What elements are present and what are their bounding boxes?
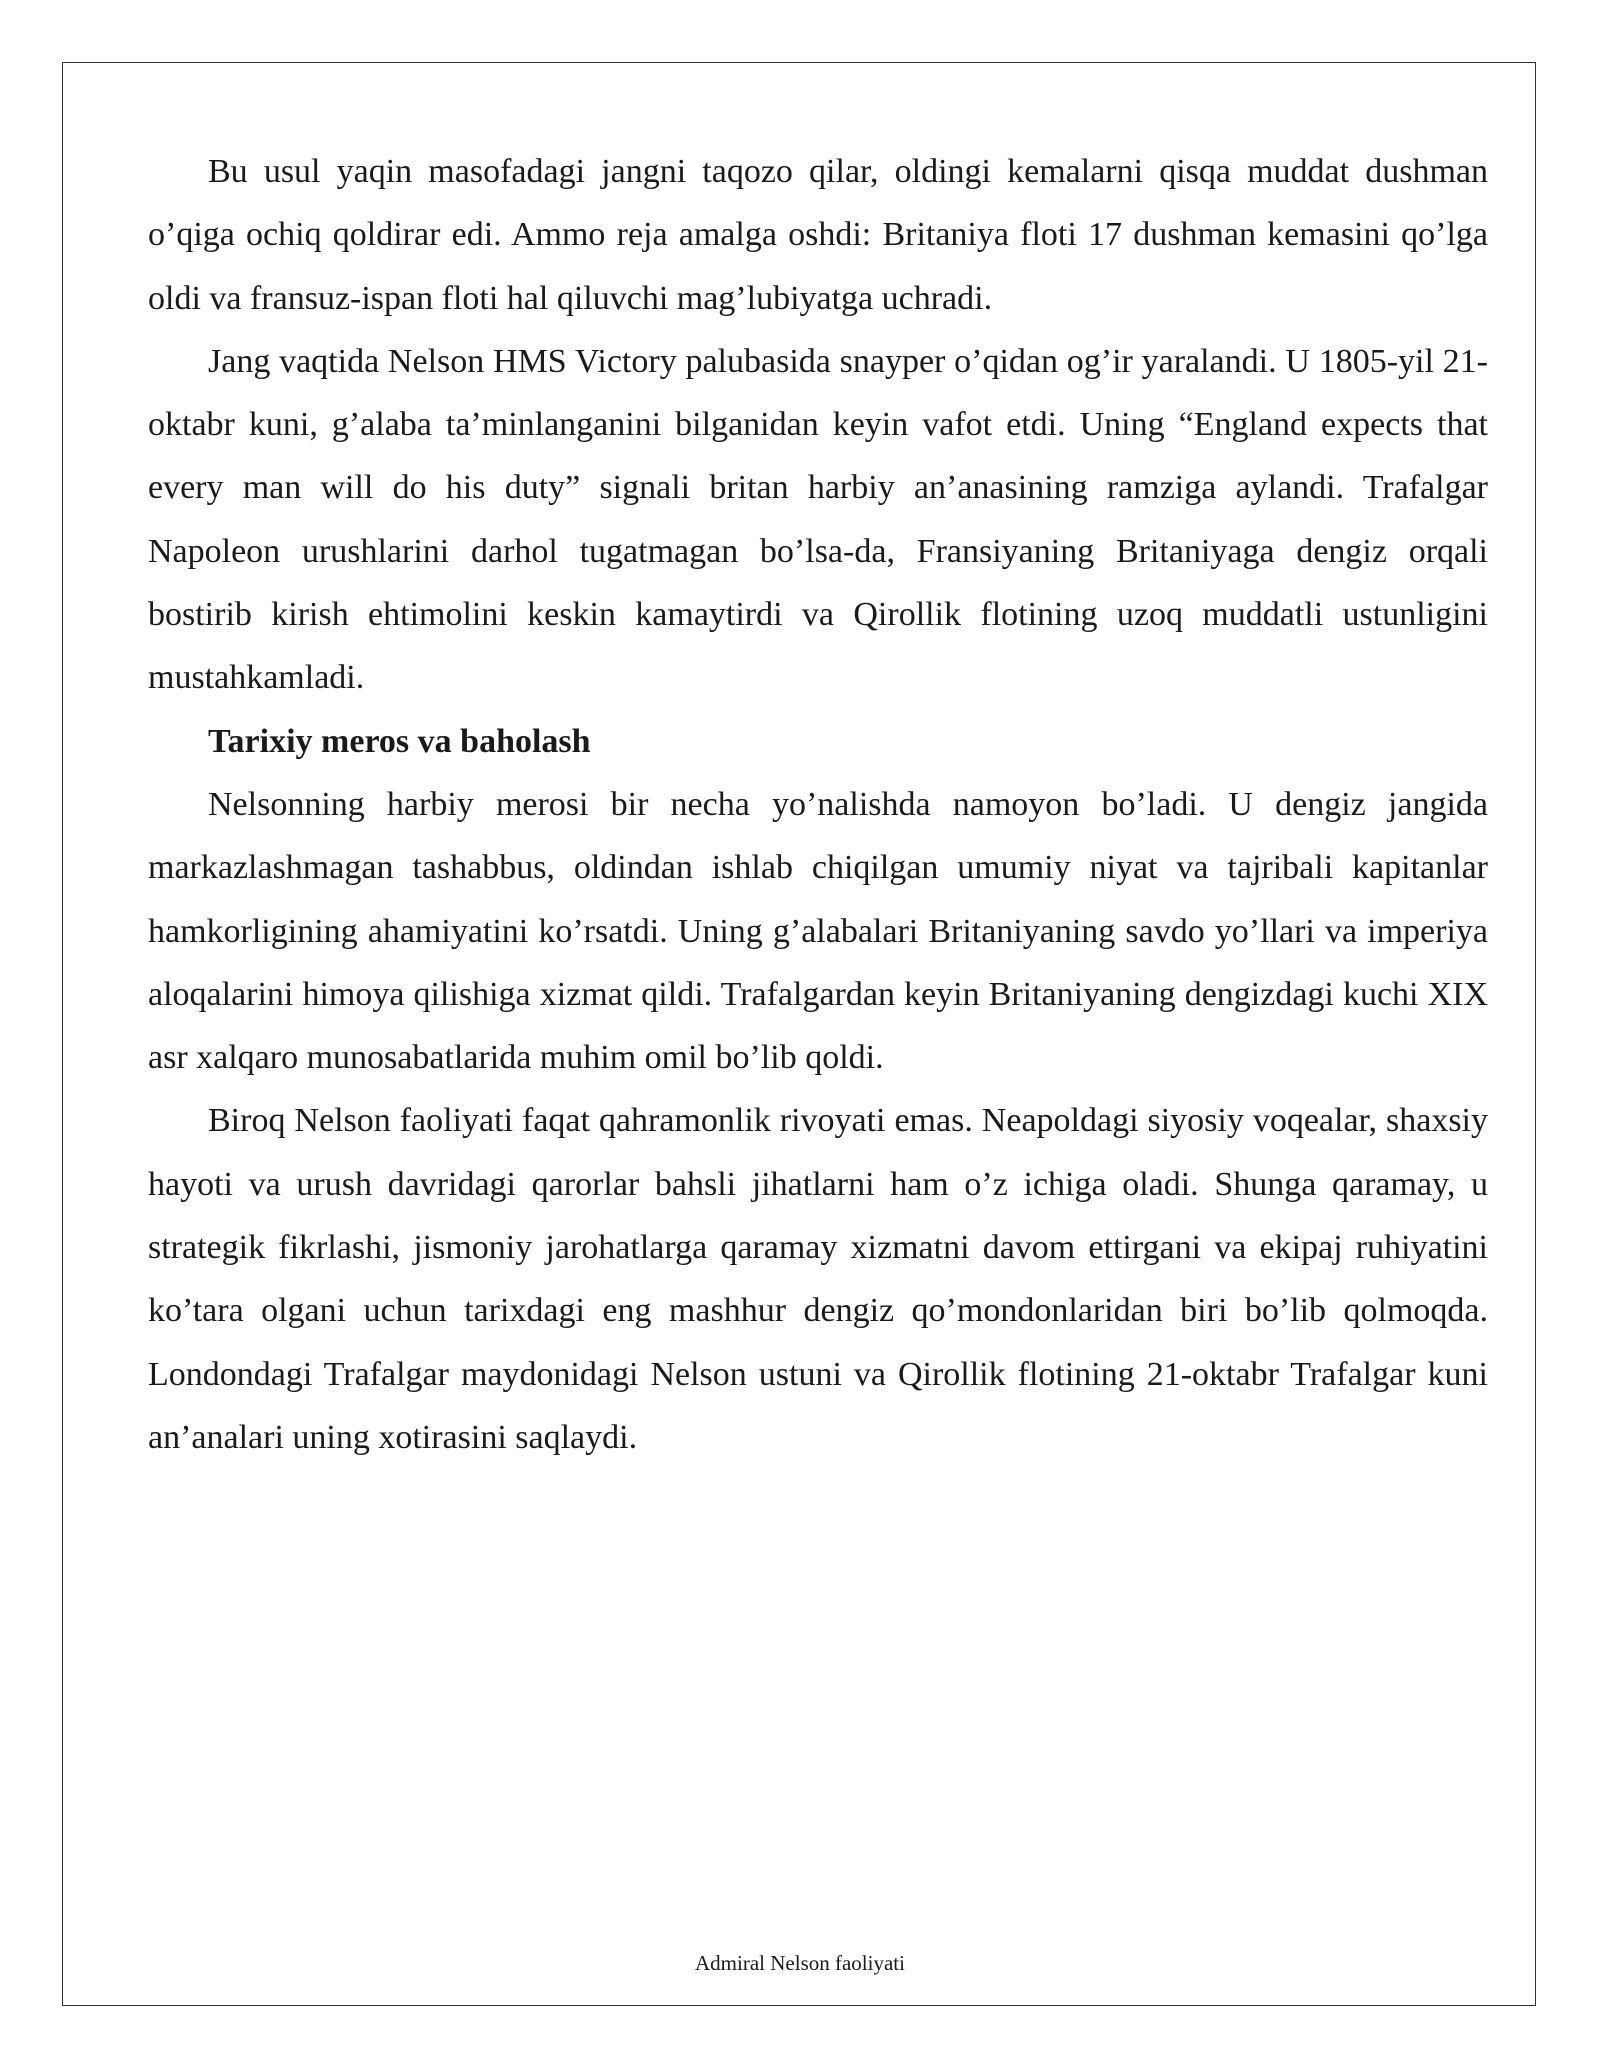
body-paragraph: Jang vaqtida Nelson HMS Victory palubasida snayper o’qidan og’ir yaralandi. U 1805-yil 21-oktabr kuni, g’alaba ta’minlanganini bilganidan keyin vafot etdi. Uning “England expects that every man will do his duty” signali britan harbiy an’anasining ramziga aylandi. Trafalgar Napoleon urushlarini darhol tugatmagan bo’lsa-da, Fransiyaning Britaniyaga dengiz orqali bostirib kirish ehtimolini keskin kamaytirdi va Qirollik flotining uzoq muddatli ustunligini mustahkamladi. xyxy=(148,342,1488,697)
body-paragraph: Biroq Nelson faoliyati faqat qahramonlik rivoyati emas. Neapoldagi siyosiy voqealar, shaxsiy hayoti va urush davridagi qarorlar bahsli jihatlarni ham o’z ichiga oladi. Shunga qaramay, u strategik fikrlashi, jismoniy jarohatlarga qaramay xizmatni davom ettirgani va ekipaj ruhiyatini ko’tara olgani uchun tarixdagi eng mashhur dengiz qo’mondonlaridan biri bo’lib qolmoqda. Londondagi Trafalgar maydonidagi Nelson ustuni va Qirollik flotining 21-oktabr Trafalgar kuni an’analari uning xotirasini saqlaydi. xyxy=(148,1102,1488,1456)
body-paragraph: Bu usul yaqin masofadagi jangni taqozo qilar, oldingi kemalarni qisqa muddat dushman o’qiga ochiq qoldirar edi. Ammo reja amalga oshdi: Britaniya floti 17 dushman kemasini qo’lga oldi va fransuz-ispan floti hal qiluvchi mag’lubiyatga uchradi. xyxy=(148,153,1488,317)
document-body xyxy=(148,140,1488,1469)
body-paragraph: Nelsonning harbiy merosi bir necha yo’nalishda namoyon bo’ladi. U dengiz jangida markazlashmagan tashabbus, oldindan ishlab chiqilgan umumiy niyat va tajribali kapitanlar hamkorligining ahamiyatini ko’rsatdi. Uning g’alabalari Britaniyaning savdo yo’llari va imperiya aloqalarini himoya qilishiga xizmat qildi. Trafalgardan keyin Britaniyaning dengizdagi kuchi XIX asr xalqaro munosabatlarida muhim omil bo’lib qoldi. xyxy=(148,785,1488,1077)
section-heading: Tarixiy meros va baholash xyxy=(208,722,591,760)
page-footer: Admiral Nelson faoliyati xyxy=(695,1951,905,1975)
